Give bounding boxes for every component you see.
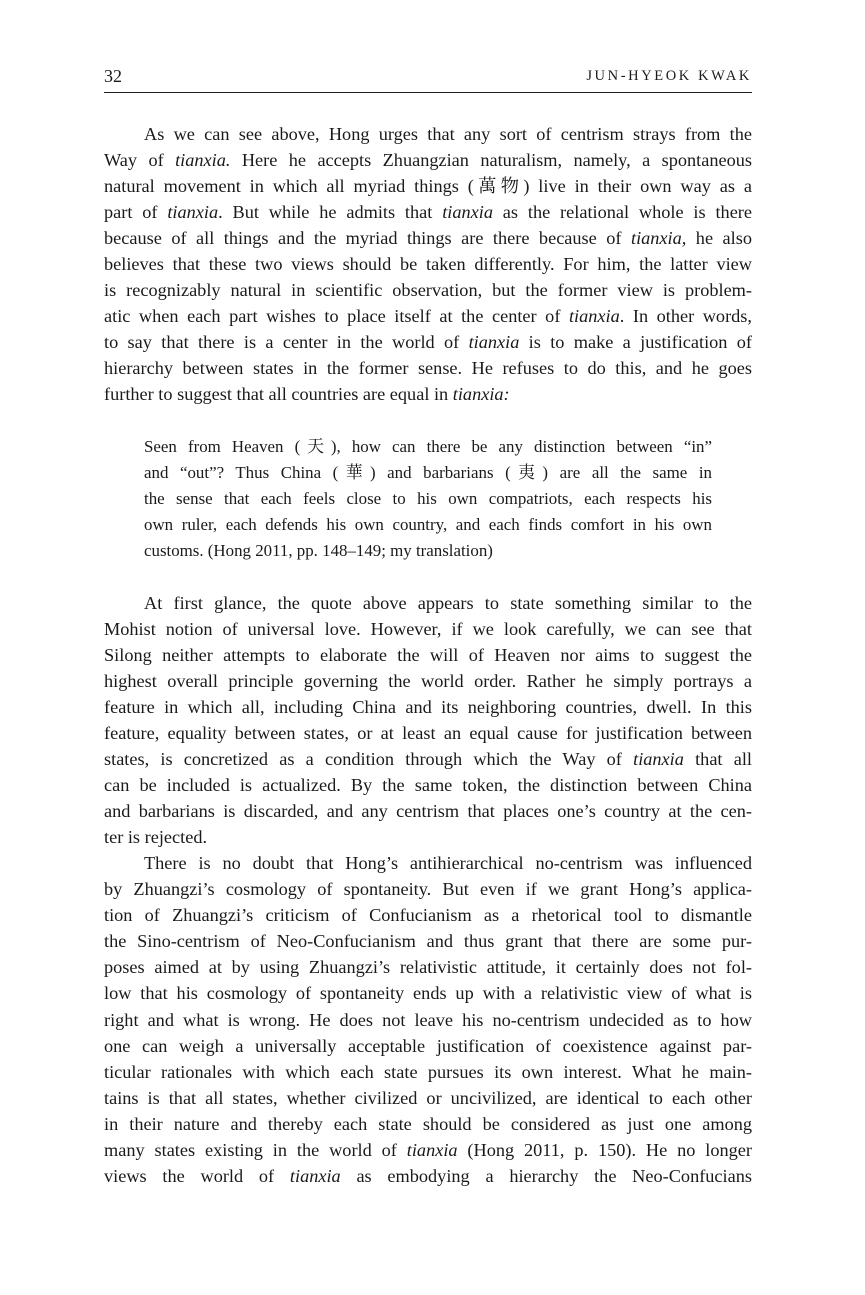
paragraph-line: feature, equality between states, or at least an equal cause for justification between — [104, 722, 752, 743]
running-head: JUN-HYEOK KWAK — [586, 68, 752, 84]
paragraph-line: the Sino-centrism of Neo-Confucianism and thus grant that there are some pur- — [104, 931, 752, 952]
paragraph-line: part of tianxia. But while he admits that tianxia as the relational whole is there — [104, 202, 753, 223]
italic-term: tianxia — [633, 749, 684, 770]
quote-line: Seen from Heaven (天), how can there be any distinction between “in” — [144, 436, 712, 456]
italic-term: tianxia — [468, 332, 520, 353]
quote-line: own ruler, each defends his own country, and each finds comfort in his own — [144, 514, 712, 534]
italic-term: tianxia — [568, 306, 620, 327]
paragraph-line: by Zhuangzi’s cosmology of spontaneity. But even if we grant Hong’s applica- — [104, 879, 752, 900]
page-header — [104, 66, 752, 93]
paragraph-line: Way of tianxia. Here he accepts Zhuangzian naturalism, namely, a spontaneous — [104, 150, 752, 171]
quote-line: the sense that each feels close to his own compatriots, each respects his — [144, 488, 712, 508]
paragraph-line: believes that these two views should be taken differently. For him, the latter view — [104, 254, 752, 275]
paragraph-line: There is no doubt that Hong’s antihierarchical no-centrism was influenced — [144, 853, 752, 874]
paragraph-line: poses aimed at by using Zhuangzi’s relativistic attitude, it certainly does not fol- — [104, 957, 752, 978]
paragraph-line: tion of Zhuangzi’s criticism of Confucianism as a rhetorical tool to dismantle — [104, 905, 752, 926]
paragraph-line: can be included is actualized. By the same token, the distinction between China — [104, 775, 752, 796]
paragraph-line: As we can see above, Hong urges that any sort of centrism strays from the — [144, 124, 752, 144]
paragraph-line: many states existing in the world of tianxia (Hong 2011, p. 150). He no longer — [104, 1139, 753, 1160]
italic-term: tianxia — [406, 1139, 458, 1160]
page-number: 32 — [104, 66, 122, 86]
body-text — [104, 121, 752, 1189]
paragraph-line: because of all things and the myriad things are there because of tianxia, he also — [104, 228, 752, 249]
paragraph-line: further to suggest that all countries are equal in tianxia: — [104, 384, 510, 405]
paragraph-line: At first glance, the quote above appears to state something similar to the — [144, 592, 752, 613]
quote-line: and “out”? Thus China (華) and barbarians (夷) are all the same in — [144, 462, 712, 482]
paragraph-line: one can weigh a universally acceptable justification of coexistence against par- — [104, 1035, 752, 1056]
paragraph-line: Silong neither attempts to elaborate the will of Heaven nor aims to suggest the — [104, 644, 752, 665]
paragraph-line: feature in which all, including China and its neighboring countries, dwell. In this — [104, 696, 752, 717]
paragraph-line: states, is concretized as a condition through which the Way of tianxia that all — [104, 749, 752, 770]
paragraph-line: highest overall principle governing the world order. Rather he simply portrays a — [104, 670, 752, 691]
paragraph-line: to say that there is a center in the world of tianxia is to make a justification of — [104, 332, 752, 353]
paragraph-line: Mohist notion of universal love. However, if we look carefully, we can see that — [104, 618, 752, 639]
paragraph-line: views the world of tianxia as embodying a hierarchy the Neo-Confucians — [104, 1165, 752, 1186]
paragraph-line: right and what is wrong. He does not leave his no-centrism undecided as to how — [104, 1009, 752, 1030]
paragraph-line: atic when each part wishes to place itself at the center of tianxia. In other words, — [104, 306, 752, 327]
italic-term: tianxia, — [630, 228, 687, 249]
paragraph-group-after-quote — [104, 590, 752, 1189]
block-quote — [144, 434, 712, 564]
paragraph-line: and barbarians is discarded, and any centrism that places one’s country at the cen- — [104, 801, 752, 822]
italic-term: tianxia — [442, 202, 493, 223]
paragraph-line: is recognizably natural in scientific observation, but the former view is problem- — [104, 280, 752, 301]
paragraph-line: in their nature and thereby each state should be considered as just one among — [104, 1113, 752, 1134]
paragraph-line: low that his cosmology of spontaneity ends up with a relativistic view of what is — [104, 983, 752, 1004]
italic-term: tianxia — [289, 1165, 341, 1186]
italic-term: tianxia. — [175, 150, 231, 171]
paragraph-line: natural movement in which all myriad things (萬物) live in their own way as a — [104, 176, 752, 197]
italic-term: tianxia: — [452, 384, 510, 405]
quote-line: customs. (Hong 2011, pp. 148–149; my translation) — [144, 540, 493, 560]
paragraph-line: ter is rejected. — [104, 827, 208, 848]
paragraph-line: hierarchy between states in the former sense. He refuses to do this, and he goes — [104, 358, 752, 379]
italic-term: tianxia — [167, 202, 219, 223]
paragraph-line: ticular rationales with which each state pursues its own interest. What he main- — [104, 1061, 752, 1082]
paragraph-group-before-quote — [104, 121, 752, 408]
paragraph-line: tains is that all states, whether civilized or uncivilized, are identical to each other — [104, 1087, 752, 1108]
